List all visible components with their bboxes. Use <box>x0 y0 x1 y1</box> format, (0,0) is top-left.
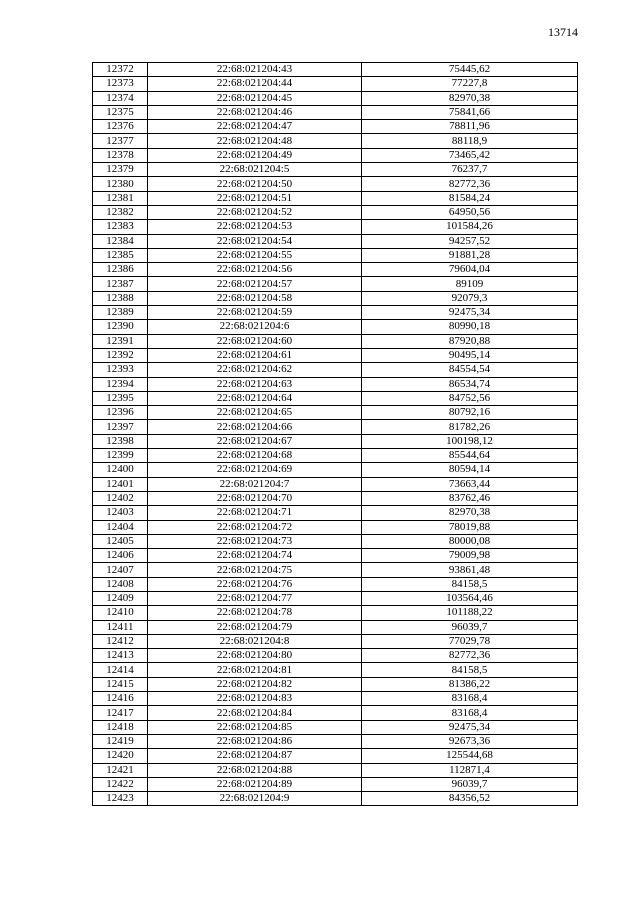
cadastral-number-cell: 22:68:021204:77 <box>148 591 362 605</box>
row-number-cell: 12401 <box>93 477 148 491</box>
cadastral-number-cell: 22:68:021204:51 <box>148 191 362 205</box>
cadastral-number-cell: 22:68:021204:84 <box>148 706 362 720</box>
cadastral-number-cell: 22:68:021204:80 <box>148 649 362 663</box>
row-number-cell: 12403 <box>93 506 148 520</box>
row-number-cell: 12422 <box>93 777 148 791</box>
row-number-cell: 12383 <box>93 220 148 234</box>
cadastral-number-cell: 22:68:021204:86 <box>148 734 362 748</box>
row-number-cell: 12385 <box>93 248 148 262</box>
table-row <box>93 763 578 777</box>
value-cell: 79604,04 <box>362 263 578 277</box>
cadastral-number-cell: 22:68:021204:8 <box>148 634 362 648</box>
value-cell: 84554,54 <box>362 363 578 377</box>
value-cell: 75841,66 <box>362 105 578 119</box>
row-number-cell: 12413 <box>93 649 148 663</box>
table-row <box>93 105 578 119</box>
cadastral-number-cell: 22:68:021204:54 <box>148 234 362 248</box>
cadastral-number-cell: 22:68:021204:66 <box>148 420 362 434</box>
cadastral-number-cell: 22:68:021204:58 <box>148 291 362 305</box>
value-cell: 83168,4 <box>362 706 578 720</box>
table-row <box>93 706 578 720</box>
table-row <box>93 563 578 577</box>
table-row <box>93 491 578 505</box>
row-number-cell: 12376 <box>93 120 148 134</box>
value-cell: 103564,46 <box>362 591 578 605</box>
value-cell: 84158,5 <box>362 663 578 677</box>
cadastral-number-cell: 22:68:021204:63 <box>148 377 362 391</box>
table-row <box>93 634 578 648</box>
cadastral-number-cell: 22:68:021204:61 <box>148 348 362 362</box>
value-cell: 82772,36 <box>362 177 578 191</box>
value-cell: 78019,88 <box>362 520 578 534</box>
cadastral-number-cell: 22:68:021204:49 <box>148 148 362 162</box>
table-row <box>93 663 578 677</box>
row-number-cell: 12388 <box>93 291 148 305</box>
table-row <box>93 649 578 663</box>
cadastral-number-cell: 22:68:021204:75 <box>148 563 362 577</box>
table-row <box>93 549 578 563</box>
row-number-cell: 12392 <box>93 348 148 362</box>
value-cell: 101584,26 <box>362 220 578 234</box>
cadastral-number-cell: 22:68:021204:52 <box>148 205 362 219</box>
cadastral-number-cell: 22:68:021204:44 <box>148 77 362 91</box>
row-number-cell: 12374 <box>93 91 148 105</box>
table-row <box>93 220 578 234</box>
table-row <box>93 320 578 334</box>
value-cell: 80792,16 <box>362 406 578 420</box>
row-number-cell: 12399 <box>93 449 148 463</box>
table-row <box>93 406 578 420</box>
row-number-cell: 12395 <box>93 391 148 405</box>
value-cell: 77029,78 <box>362 634 578 648</box>
table-row <box>93 348 578 362</box>
table-row <box>93 477 578 491</box>
value-cell: 73465,42 <box>362 148 578 162</box>
table-row <box>93 91 578 105</box>
value-cell: 64950,56 <box>362 205 578 219</box>
cadastral-number-cell: 22:68:021204:50 <box>148 177 362 191</box>
table-row <box>93 606 578 620</box>
table-row <box>93 291 578 305</box>
row-number-cell: 12415 <box>93 677 148 691</box>
value-cell: 81386,22 <box>362 677 578 691</box>
cadastral-number-cell: 22:68:021204:81 <box>148 663 362 677</box>
row-number-cell: 12386 <box>93 263 148 277</box>
row-number-cell: 12390 <box>93 320 148 334</box>
cadastral-number-cell: 22:68:021204:68 <box>148 449 362 463</box>
table-row <box>93 449 578 463</box>
value-cell: 84752,56 <box>362 391 578 405</box>
table-row <box>93 391 578 405</box>
cadastral-number-cell: 22:68:021204:62 <box>148 363 362 377</box>
table-row <box>93 134 578 148</box>
cadastral-number-cell: 22:68:021204:5 <box>148 163 362 177</box>
value-cell: 82772,36 <box>362 649 578 663</box>
row-number-cell: 12394 <box>93 377 148 391</box>
row-number-cell: 12372 <box>93 63 148 77</box>
table-row <box>93 77 578 91</box>
cadastral-number-cell: 22:68:021204:7 <box>148 477 362 491</box>
value-cell: 112871,4 <box>362 763 578 777</box>
cadastral-number-cell: 22:68:021204:55 <box>148 248 362 262</box>
cadastral-number-cell: 22:68:021204:76 <box>148 577 362 591</box>
row-number-cell: 12407 <box>93 563 148 577</box>
row-number-cell: 12411 <box>93 620 148 634</box>
cadastral-number-cell: 22:68:021204:87 <box>148 749 362 763</box>
table-row <box>93 577 578 591</box>
table-row <box>93 148 578 162</box>
value-cell: 96039,7 <box>362 777 578 791</box>
row-number-cell: 12418 <box>93 720 148 734</box>
value-cell: 81782,26 <box>362 420 578 434</box>
value-cell: 80990,18 <box>362 320 578 334</box>
row-number-cell: 12393 <box>93 363 148 377</box>
table-row <box>93 163 578 177</box>
row-number-cell: 12417 <box>93 706 148 720</box>
cadastral-number-cell: 22:68:021204:53 <box>148 220 362 234</box>
table-row <box>93 334 578 348</box>
row-number-cell: 12414 <box>93 663 148 677</box>
row-number-cell: 12420 <box>93 749 148 763</box>
table-row <box>93 63 578 77</box>
row-number-cell: 12406 <box>93 549 148 563</box>
table-row <box>93 248 578 262</box>
table-row <box>93 277 578 291</box>
value-cell: 79009,98 <box>362 549 578 563</box>
table-row <box>93 363 578 377</box>
value-cell: 101188,22 <box>362 606 578 620</box>
row-number-cell: 12375 <box>93 105 148 119</box>
cadastral-number-cell: 22:68:021204:82 <box>148 677 362 691</box>
row-number-cell: 12379 <box>93 163 148 177</box>
cadastral-number-cell: 22:68:021204:89 <box>148 777 362 791</box>
row-number-cell: 12384 <box>93 234 148 248</box>
row-number-cell: 12396 <box>93 406 148 420</box>
row-number-cell: 12381 <box>93 191 148 205</box>
table-row <box>93 420 578 434</box>
table-row <box>93 120 578 134</box>
value-cell: 82970,38 <box>362 506 578 520</box>
row-number-cell: 12412 <box>93 634 148 648</box>
cadastral-number-cell: 22:68:021204:59 <box>148 306 362 320</box>
table-row <box>93 620 578 634</box>
row-number-cell: 12391 <box>93 334 148 348</box>
cadastral-number-cell: 22:68:021204:46 <box>148 105 362 119</box>
cadastral-number-cell: 22:68:021204:6 <box>148 320 362 334</box>
table-row <box>93 434 578 448</box>
value-cell: 76237,7 <box>362 163 578 177</box>
row-number-cell: 12423 <box>93 792 148 806</box>
table-body <box>93 63 578 806</box>
row-number-cell: 12410 <box>93 606 148 620</box>
table-row <box>93 734 578 748</box>
value-cell: 93861,48 <box>362 563 578 577</box>
table-row <box>93 677 578 691</box>
table-row <box>93 306 578 320</box>
table-row <box>93 205 578 219</box>
cadastral-number-cell: 22:68:021204:69 <box>148 463 362 477</box>
cadastral-number-cell: 22:68:021204:64 <box>148 391 362 405</box>
value-cell: 80000,08 <box>362 534 578 548</box>
table-row <box>93 792 578 806</box>
cadastral-number-cell: 22:68:021204:71 <box>148 506 362 520</box>
value-cell: 100198,12 <box>362 434 578 448</box>
row-number-cell: 12373 <box>93 77 148 91</box>
value-cell: 78811,96 <box>362 120 578 134</box>
row-number-cell: 12398 <box>93 434 148 448</box>
table-row <box>93 234 578 248</box>
value-cell: 83168,4 <box>362 692 578 706</box>
row-number-cell: 12400 <box>93 463 148 477</box>
value-cell: 81584,24 <box>362 191 578 205</box>
row-number-cell: 12402 <box>93 491 148 505</box>
cadastral-number-cell: 22:68:021204:85 <box>148 720 362 734</box>
table-row <box>93 506 578 520</box>
value-cell: 87920,88 <box>362 334 578 348</box>
value-cell: 80594,14 <box>362 463 578 477</box>
table-row <box>93 463 578 477</box>
value-cell: 92475,34 <box>362 306 578 320</box>
cadastral-number-cell: 22:68:021204:45 <box>148 91 362 105</box>
cadastral-number-cell: 22:68:021204:70 <box>148 491 362 505</box>
row-number-cell: 12380 <box>93 177 148 191</box>
value-cell: 90495,14 <box>362 348 578 362</box>
value-cell: 73663,44 <box>362 477 578 491</box>
cadastral-number-cell: 22:68:021204:47 <box>148 120 362 134</box>
value-cell: 92673,36 <box>362 734 578 748</box>
row-number-cell: 12409 <box>93 591 148 605</box>
value-cell: 77227,8 <box>362 77 578 91</box>
value-cell: 125544,68 <box>362 749 578 763</box>
table-row <box>93 377 578 391</box>
cadastral-number-cell: 22:68:021204:88 <box>148 763 362 777</box>
cadastral-number-cell: 22:68:021204:56 <box>148 263 362 277</box>
cadastral-number-cell: 22:68:021204:73 <box>148 534 362 548</box>
value-cell: 85544,64 <box>362 449 578 463</box>
value-cell: 83762,46 <box>362 491 578 505</box>
row-number-cell: 12408 <box>93 577 148 591</box>
cadastral-number-cell: 22:68:021204:67 <box>148 434 362 448</box>
value-cell: 89109 <box>362 277 578 291</box>
value-cell: 88118,9 <box>362 134 578 148</box>
row-number-cell: 12377 <box>93 134 148 148</box>
value-cell: 94257,52 <box>362 234 578 248</box>
table-row <box>93 720 578 734</box>
value-cell: 82970,38 <box>362 91 578 105</box>
cadastral-number-cell: 22:68:021204:9 <box>148 792 362 806</box>
table-row <box>93 177 578 191</box>
table-row <box>93 692 578 706</box>
row-number-cell: 12387 <box>93 277 148 291</box>
table-row <box>93 191 578 205</box>
cadastral-number-cell: 22:68:021204:78 <box>148 606 362 620</box>
cadastral-value-table <box>92 62 578 806</box>
value-cell: 92475,34 <box>362 720 578 734</box>
value-cell: 84356,52 <box>362 792 578 806</box>
cadastral-number-cell: 22:68:021204:48 <box>148 134 362 148</box>
cadastral-number-cell: 22:68:021204:65 <box>148 406 362 420</box>
row-number-cell: 12419 <box>93 734 148 748</box>
row-number-cell: 12389 <box>93 306 148 320</box>
cadastral-number-cell: 22:68:021204:60 <box>148 334 362 348</box>
row-number-cell: 12416 <box>93 692 148 706</box>
value-cell: 84158,5 <box>362 577 578 591</box>
row-number-cell: 12382 <box>93 205 148 219</box>
value-cell: 75445,62 <box>362 63 578 77</box>
table-row <box>93 777 578 791</box>
page-number: 13714 <box>548 25 578 39</box>
table-row <box>93 520 578 534</box>
row-number-cell: 12405 <box>93 534 148 548</box>
value-cell: 91881,28 <box>362 248 578 262</box>
table-row <box>93 534 578 548</box>
cadastral-number-cell: 22:68:021204:79 <box>148 620 362 634</box>
row-number-cell: 12378 <box>93 148 148 162</box>
cadastral-number-cell: 22:68:021204:74 <box>148 549 362 563</box>
row-number-cell: 12397 <box>93 420 148 434</box>
table-row <box>93 263 578 277</box>
row-number-cell: 12421 <box>93 763 148 777</box>
value-cell: 92079,3 <box>362 291 578 305</box>
value-cell: 96039,7 <box>362 620 578 634</box>
table-row <box>93 591 578 605</box>
cadastral-number-cell: 22:68:021204:43 <box>148 63 362 77</box>
cadastral-number-cell: 22:68:021204:83 <box>148 692 362 706</box>
cadastral-number-cell: 22:68:021204:72 <box>148 520 362 534</box>
row-number-cell: 12404 <box>93 520 148 534</box>
cadastral-number-cell: 22:68:021204:57 <box>148 277 362 291</box>
value-cell: 86534,74 <box>362 377 578 391</box>
table-row <box>93 749 578 763</box>
